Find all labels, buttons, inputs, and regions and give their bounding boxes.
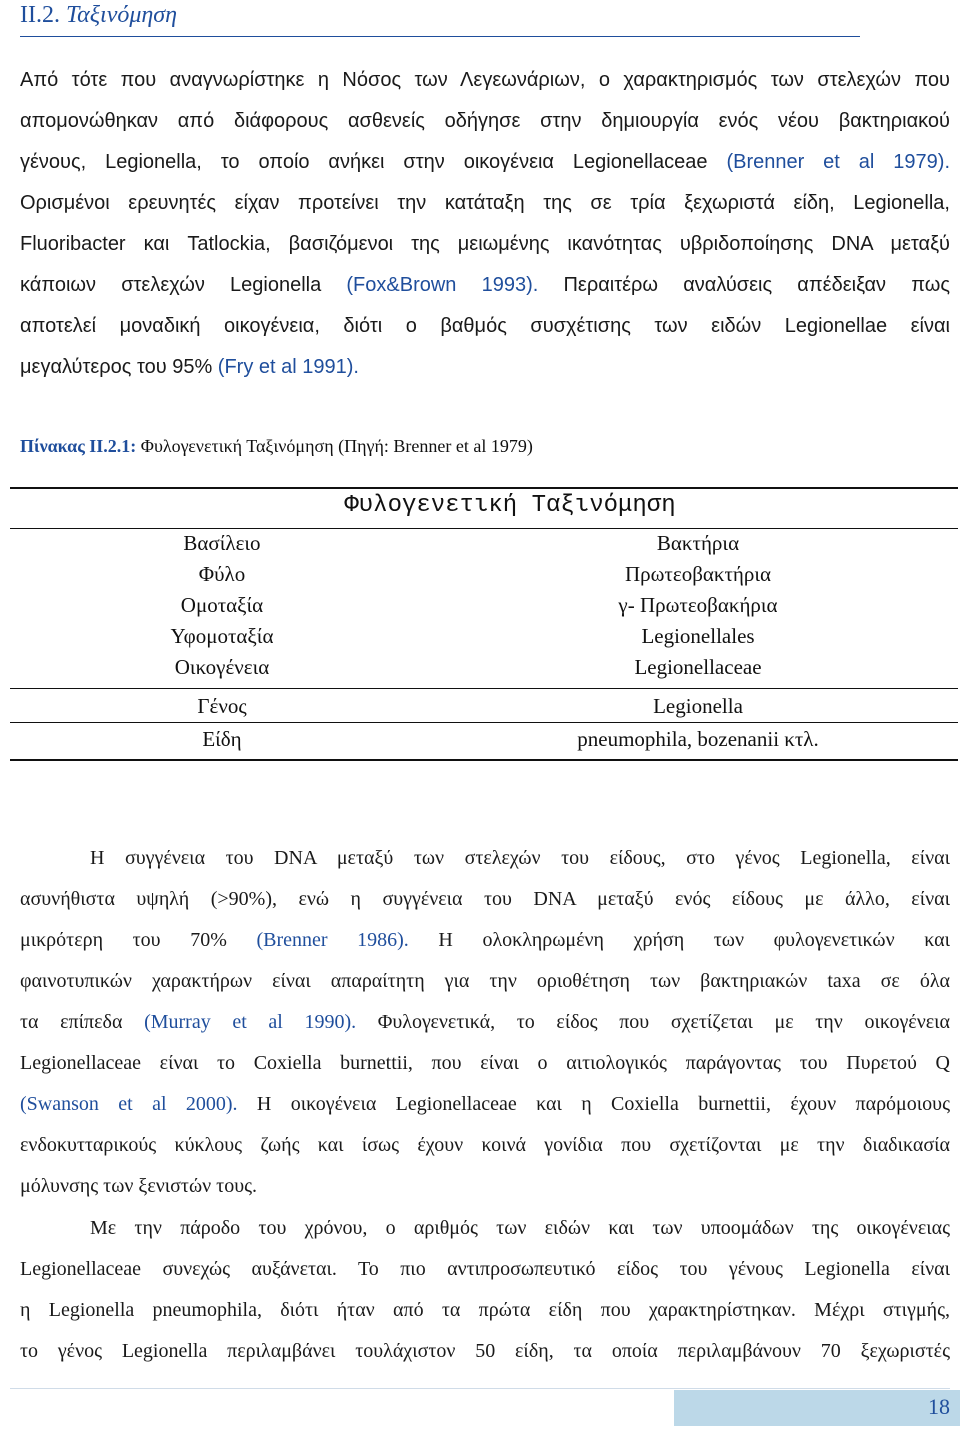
text-line: γένους, Legionella, το οποίο ανήκει στην οικογένεια Legionellaceae (Brenner et al 1979). xyxy=(20,151,951,173)
citation: (Brenner et al 1979). xyxy=(726,151,951,173)
table-cell-rank: Υφομοταξία xyxy=(170,624,274,648)
text-line: ασυνήθιστα υψηλή (>90%), ενώ η συγγένεια του DNA μεταξύ ενός είδους με άλλο, είναι xyxy=(20,888,950,910)
paragraph-3 xyxy=(20,1208,950,1372)
paragraph-2 xyxy=(20,838,950,1207)
citation: (Brenner 1986). xyxy=(256,929,409,951)
table-cell-value: Legionellaceae xyxy=(634,655,762,679)
page-number: 18 xyxy=(928,1394,950,1419)
table-caption xyxy=(20,436,533,457)
text-line: Legionellaceae είναι το Coxiella burnettii, που είναι ο αιτιολογικός παράγοντας του Πυρετού Q xyxy=(20,1052,950,1074)
table-cell-rank: Οικογένεια xyxy=(174,655,270,679)
text-line: φαινοτυπικών χαρακτήρων είναι απαραίτητη για την οριοθέτηση των βακτηριακών taxa σε όλα xyxy=(20,970,951,992)
text-line: Με την πάροδο του χρόνου, ο αριθμός των ειδών και των υποομάδων της οικογένειας xyxy=(90,1217,950,1239)
table-row-rule xyxy=(10,722,958,723)
table-top-rule xyxy=(10,487,958,489)
text-line: Η συγγένεια του DNA μεταξύ των στελεχών του είδους, στο γένος Legionella, είναι xyxy=(90,847,950,869)
table-row xyxy=(0,593,960,625)
text-line: η Legionella pneumophila, διότι ήταν από τα πρώτα είδη που χαρακτηρίστηκαν. Μέχρι στιγμής, xyxy=(20,1299,950,1321)
table-cell-value: pneumophila, bozenanii κτλ. xyxy=(577,727,819,751)
table-cell-value: Βακτήρια xyxy=(656,531,740,555)
section-title: Ταξινόμηση xyxy=(65,2,178,28)
table-header-rule xyxy=(10,528,958,529)
section-number: II.2. xyxy=(20,2,60,28)
table-title: Φυλογενετική Ταξινόμηση xyxy=(344,492,676,519)
table-row xyxy=(0,531,960,563)
text-line: μικρότερη του 70% (Brenner 1986). Η ολοκληρωμένη χρήση των φυλογενετικών και xyxy=(20,929,950,951)
table-cell-value: Πρωτεοβακτήρια xyxy=(624,562,772,586)
text-line: Fluoribacter και Tatlockia, βασιζόμενοι της μειωμένης ικανότητας υβριδοποίησης DNA μεταξύ xyxy=(20,233,950,255)
table-cell-rank: Φύλο xyxy=(198,562,246,586)
text-line: τα επίπεδα (Murray et al 1990). Φυλογενετικά, το είδος που σχετίζεται με την οικογένεια xyxy=(20,1011,950,1033)
text-line: Από τότε που αναγνωρίστηκε η Νόσος των Λεγεωνάριων, ο χαρακτηρισμός των στελεχών που xyxy=(20,69,950,91)
table-cell-rank: Βασίλειο xyxy=(183,531,261,555)
heading-underline xyxy=(20,36,860,37)
text-line: Legionellaceae συνεχώς αυξάνεται. Το πιο αντιπροσωπευτικό είδος του γένους Legionella είναι xyxy=(20,1258,950,1280)
text-line: κάποιων στελεχών Legionella (Fox&Brown 1993). Περαιτέρω αναλύσεις απέδειξαν πως xyxy=(20,274,951,296)
table-caption-text: Φυλογενετική Ταξινόμηση (Πηγή: Brenner et al 1979) xyxy=(136,436,533,456)
text-line: το γένος Legionella περιλαμβάνει τουλάχιστον 50 είδη, τα οποία περιλαμβάνουν 70 ξεχωριστές xyxy=(20,1340,950,1362)
table-cell-value: Legionella xyxy=(653,694,743,718)
table-row xyxy=(0,655,960,687)
text-line: μόλυνσης των ξενιστών τους. xyxy=(20,1175,258,1197)
citation: (Fry et al 1991). xyxy=(217,356,359,378)
citation: (Murray et al 1990). xyxy=(144,1011,357,1033)
table-cell-value: Legionellales xyxy=(641,624,755,648)
table-cell-rank: Ομοταξία xyxy=(180,593,264,617)
footer-rule xyxy=(10,1388,950,1389)
table-cell-rank: Γένος xyxy=(197,694,247,718)
table-row xyxy=(0,727,960,759)
text-line: ενδοκυτταρικούς κύκλους ζωής και ίσως έχουν κοινά γονίδια που σχετίζονται με την διαδικασία xyxy=(20,1134,950,1156)
table-cell-rank: Είδη xyxy=(202,727,242,751)
table-bottom-rule xyxy=(10,759,958,761)
paragraph-1 xyxy=(20,60,950,388)
table-row xyxy=(0,562,960,594)
table-row-rule xyxy=(10,688,958,689)
text-line: μεγαλύτερος του 95% (Fry et al 1991). xyxy=(20,356,359,378)
section-heading xyxy=(20,2,177,29)
citation: (Fox&Brown 1993). xyxy=(346,274,539,296)
text-line: (Swanson et al 2000). Η οικογένεια Legionellaceae και η Coxiella burnettii, έχουν παρόμοιους xyxy=(20,1093,950,1115)
text-line: απομονώθηκαν από διάφορους ασθενείς οδήγησε στην δημιουργία ενός νέου βακτηριακού xyxy=(20,110,950,132)
citation: (Swanson et al 2000). xyxy=(20,1093,238,1115)
text-line: αποτελεί μοναδική οικογένεια, διότι ο βαθμός συσχέτισης των ειδών Legionellae είναι xyxy=(20,315,950,337)
table-caption-label: Πίνακας ΙΙ.2.1: xyxy=(20,436,137,456)
text-line: Ορισμένοι ερευνητές είχαν προτείνει την κατάταξη της σε τρία ξεχωριστά είδη, Legionella, xyxy=(20,192,950,214)
table-row xyxy=(0,624,960,656)
table-cell-value: γ- Πρωτεοβακήρια xyxy=(618,593,778,617)
